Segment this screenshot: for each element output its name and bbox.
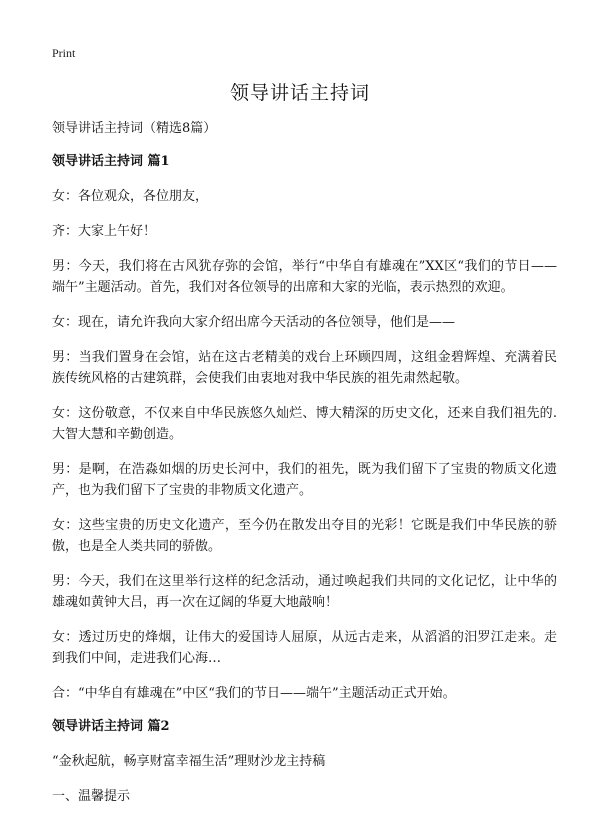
paragraph: 一、温馨提示 xyxy=(52,789,131,804)
document-title: 领导讲话主持词 xyxy=(229,82,370,104)
paragraph: 女：这份敬意，不仅来自中华民族悠久灿烂、博大精深的历史文化，还来自我们祖先的.大智大慧和辛勤创造。 xyxy=(52,406,557,442)
paragraph: 女：这些宝贵的历史文化遗产，至今仍在散发出夺目的光彩！它既是我们中华民族的骄傲，也是全人类共同的骄傲。 xyxy=(52,518,557,554)
paragraph: 男：当我们置身在会馆，站在这古老精美的戏台上环顾四周，这组金碧辉煌、充满着民族传统风格的古建筑群，会使我们由衷地对我中华民族的祖先肃然起敬。 xyxy=(52,350,557,386)
paragraph: 合：“中华自有雄魂在”中区“我们的节日——端午”主题活动正式开始。 xyxy=(52,686,456,701)
paragraph: 齐：大家上午好！ xyxy=(52,224,157,239)
paragraph: 女：透过历史的烽烟，让伟大的爱国诗人屈原，从远古走来，从滔滔的汨罗江走来。走到我们中间，走进我们心海… xyxy=(52,630,557,666)
paragraph: “金秋起航，畅享财富幸福生活”理财沙龙主持稿 xyxy=(52,754,326,769)
paragraph: 男：是啊，在浩淼如烟的历史长河中，我们的祖先，既为我们留下了宝贵的物质文化遗产，也为我们留下了宝贵的非物质文化遗产。 xyxy=(52,462,557,498)
print-link[interactable]: Print xyxy=(52,46,76,60)
paragraph: 女：现在，请允许我向大家介绍出席今天活动的各位领导，他们是—— xyxy=(52,315,456,330)
paragraph: 男：今天，我们将在古风犹存弥的会馆，举行“中华自有雄魂在”XX区“我们的节日——端午”主题活动。首先，我们对各位领导的出席和大家的光临，表示热烈的欢迎。 xyxy=(52,259,557,295)
section-heading-2: 领导讲话主持词 篇2 xyxy=(52,719,170,734)
document-body xyxy=(52,120,557,821)
document-subtitle: 领导讲话主持词（精选8篇） xyxy=(52,121,217,136)
paragraph: 女：各位观众，各位朋友， xyxy=(52,189,209,204)
section-heading-1: 领导讲话主持词 篇1 xyxy=(52,154,170,169)
paragraph: 男：今天，我们在这里举行这样的纪念活动，通过唤起我们共同的文化记忆，让中华的雄魂如黄钟大吕，再一次在辽阔的华夏大地敲响！ xyxy=(52,574,557,610)
